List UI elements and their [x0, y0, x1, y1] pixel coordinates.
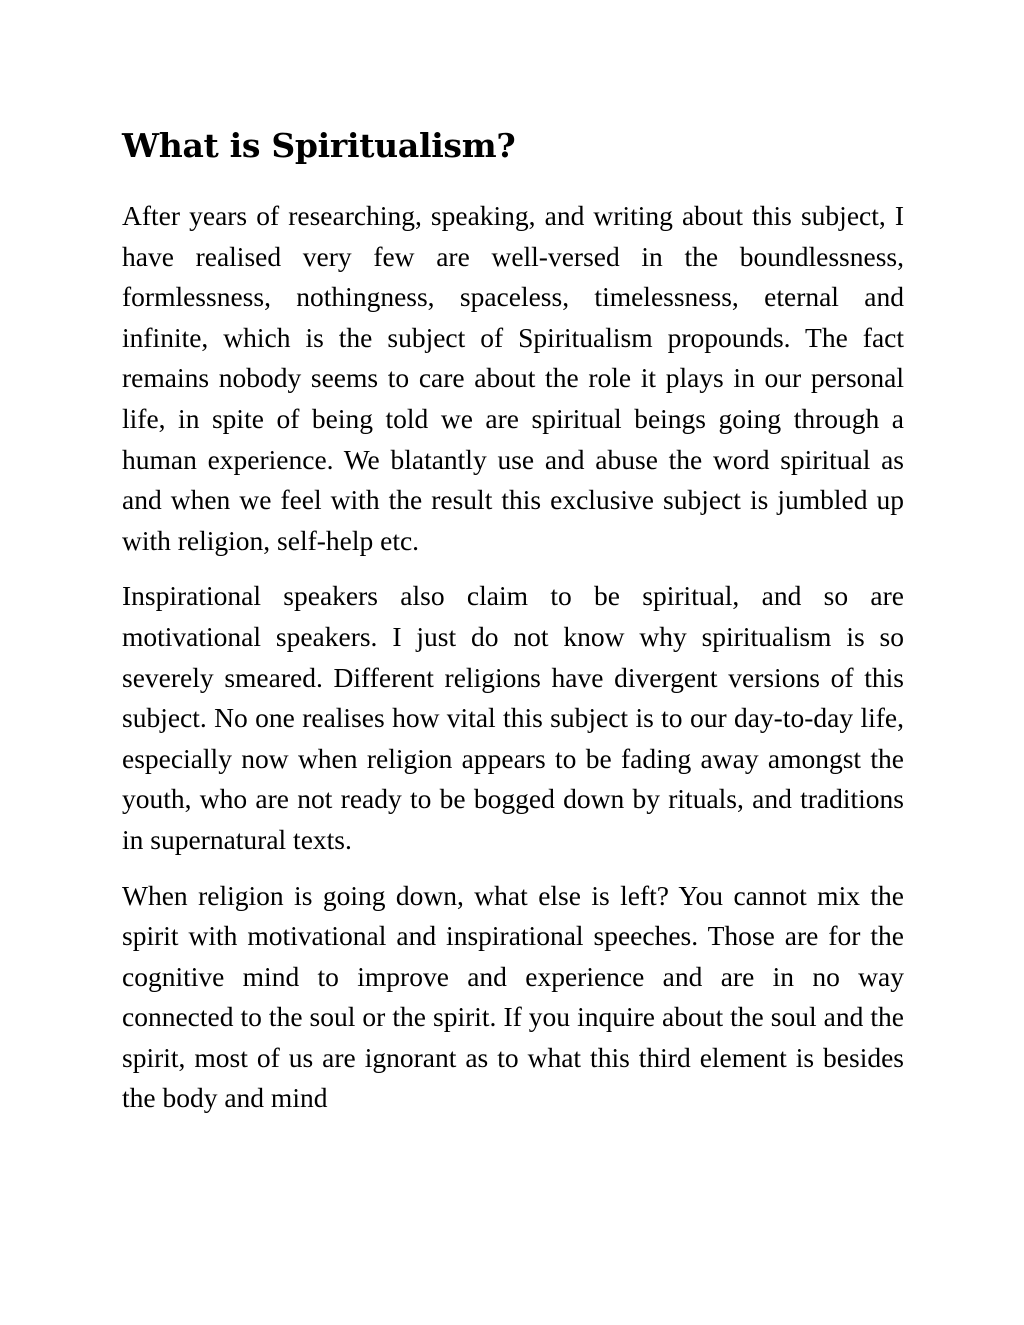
paragraph-2: Inspirational speakers also claim to be spiritual, and so are motivational speakers. I just do not know why spiritualism is so severely smeared. Different religions have divergent versions of this subject. No one realises how vital this subject is to our day-to-day life, especially now when religion appears to be fading away amongst the youth, who are not ready to be bogged down by rituals, and traditions in supernatural texts.	[122, 580, 904, 855]
paragraph-1: After years of researching, speaking, and writing about this subject, I have realised very few are well-versed in the boundlessness, formlessness, nothingness, spaceless, timelessness, eternal and infinite, which is the subject of Spiritualism propounds. The fact remains nobody seems to care about the role it plays in our personal life, in spite of being told we are spiritual beings going through a human experience. We blatantly use and abuse the word spiritual as and when we feel with the result this exclusive subject is jumbled up with religion, self-help etc.	[122, 200, 904, 556]
page-title: What is Spiritualism?	[122, 126, 516, 165]
paragraph-3: When religion is going down, what else is left? You cannot mix the spirit with motivational and inspirational speeches. Those are for the cognitive mind to improve and experience and are in no way connected to the soul or the spirit. If you inquire about the soul and the spirit, most of us are ignorant as to what this third element is besides the body and mind	[122, 879, 904, 1114]
document-page	[122, 120, 904, 1134]
